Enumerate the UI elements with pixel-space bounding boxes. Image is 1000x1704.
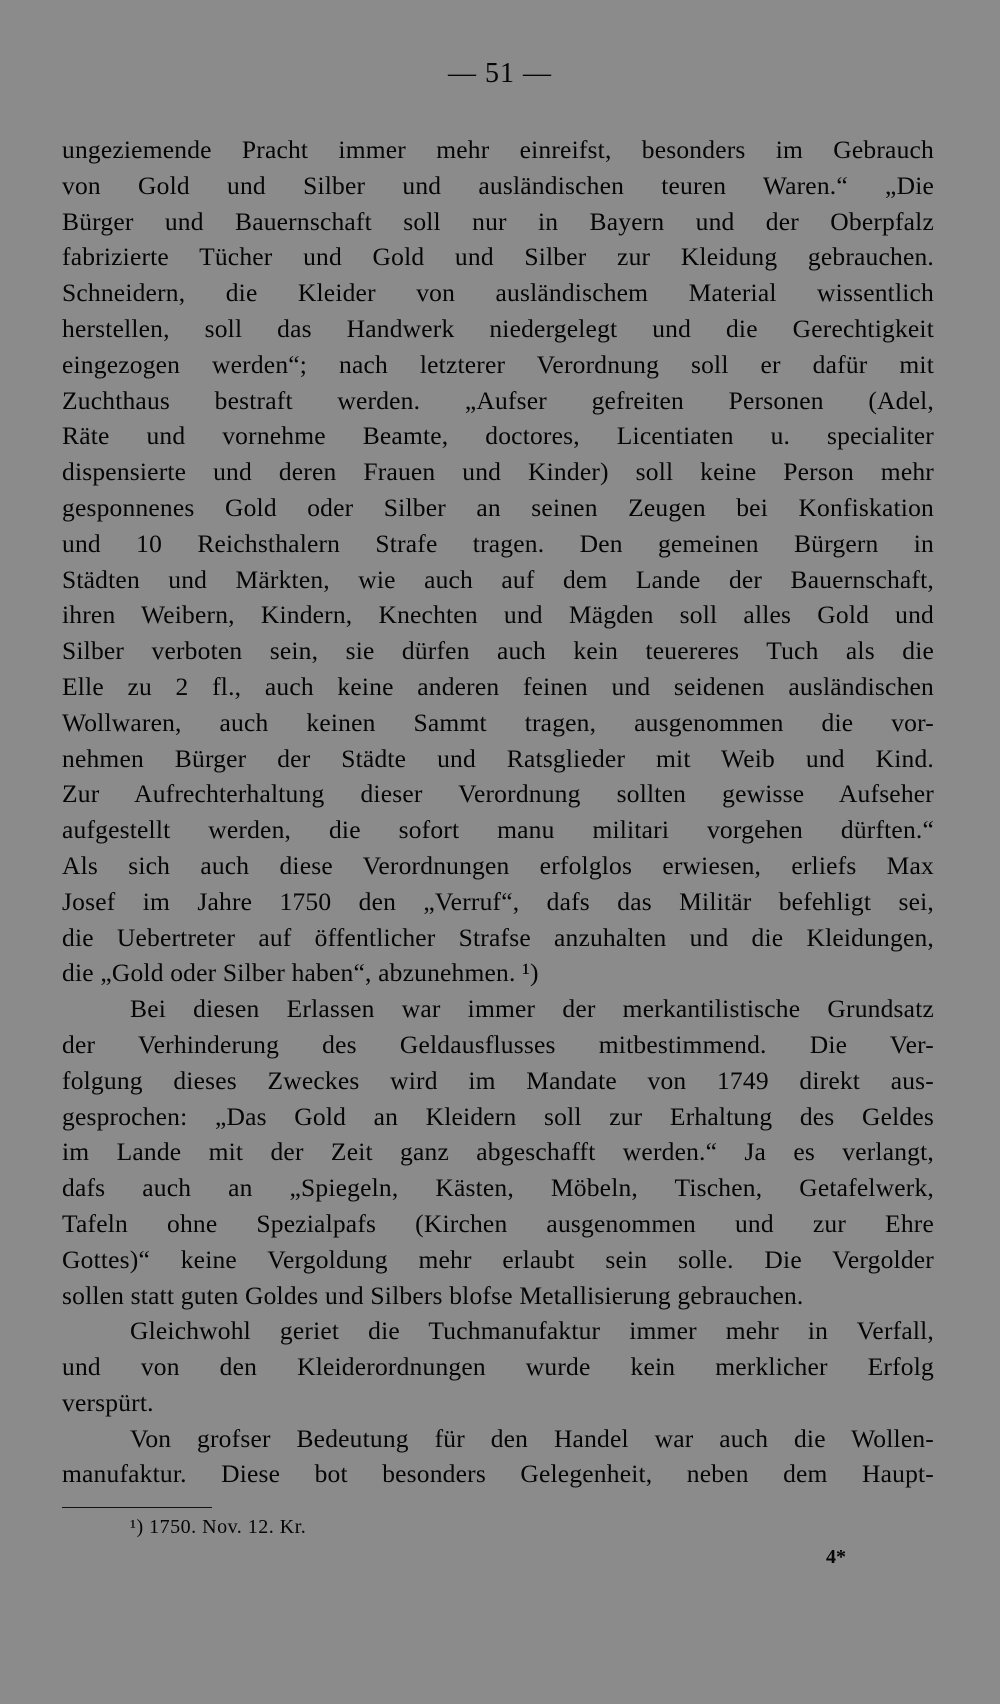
- footnote: ¹) 1750. Nov. 12. Kr.: [130, 1516, 307, 1538]
- text-line: im Lande mit der Zeit ganz abgeschafft werden.“ Ja es verlangt,: [62, 1137, 934, 1167]
- text-line: gesprochen: „Das Gold an Kleidern soll zur Erhaltung des Geldes: [62, 1101, 934, 1131]
- text-line: fabrizierte Tücher und Gold und Silber zur Kleidung gebrauchen.: [62, 242, 934, 272]
- text-line: dispensierte und deren Frauen und Kinder) soll keine Person mehr: [62, 457, 934, 487]
- text-line: Zur Aufrechterhaltung dieser Verordnung sollten gewisse Aufseher: [62, 779, 934, 809]
- text-line: nehmen Bürger der Städte und Ratsglieder mit Weib und Kind.: [62, 743, 934, 773]
- text-line: folgung dieses Zweckes wird im Mandate von 1749 direkt aus-: [62, 1065, 934, 1095]
- footnote-divider: [62, 1507, 212, 1508]
- text-line: Gottes)“ keine Vergoldung mehr erlaubt sein solle. Die Vergolder: [62, 1244, 934, 1274]
- text-line: Von grofser Bedeutung für den Handel war auch die Wollen-: [130, 1423, 934, 1453]
- text-line: verspürt.: [62, 1387, 154, 1417]
- text-line: Gleichwohl geriet die Tuchmanufaktur immer mehr in Verfall,: [130, 1316, 934, 1346]
- text-line: und von den Kleiderordnungen wurde kein merklicher Erfolg: [62, 1352, 934, 1382]
- text-line: ungeziemende Pracht immer mehr einreifst, besonders im Gebrauch: [62, 135, 934, 164]
- text-line: die „Gold oder Silber haben“, abzunehmen. ¹): [62, 958, 539, 988]
- text-line: Städten und Märkten, wie auch auf dem Lande der Bauernschaft,: [62, 564, 934, 594]
- text-line: aufgestellt werden, die sofort manu militari vorgehen dürften.“: [62, 815, 934, 845]
- text-line: Räte und vornehme Beamte, doctores, Licentiaten u. specialiter: [62, 421, 934, 451]
- body-text: [62, 132, 934, 1492]
- page-number: — 51 —: [448, 58, 552, 89]
- text-line: der Verhinderung des Geldausflusses mitbestimmend. Die Ver-: [62, 1029, 934, 1059]
- text-line: Josef im Jahre 1750 den „Verruf“, dafs das Militär befehligt sei,: [62, 886, 934, 916]
- text-line: Tafeln ohne Spezialpafs (Kirchen ausgenommen und zur Ehre: [62, 1208, 934, 1238]
- text-line: herstellen, soll das Handwerk niedergelegt und die Gerechtigkeit: [62, 313, 934, 343]
- text-line: Als sich auch diese Verordnungen erfolglos erwiesen, erliefs Max: [62, 850, 934, 880]
- text-line: und 10 Reichsthalern Strafe tragen. Den gemeinen Bürgern in: [62, 528, 934, 558]
- text-line: dafs auch an „Spiegeln, Kästen, Möbeln, Tischen, Getafelwerk,: [62, 1173, 934, 1203]
- text-line: manufaktur. Diese bot besonders Gelegenheit, neben dem Haupt-: [62, 1459, 934, 1489]
- text-line: die Uebertreter auf öffentlicher Strafse anzuhalten und die Kleidungen,: [62, 922, 934, 952]
- printer-signature-mark: 4*: [826, 1546, 846, 1568]
- text-line: Wollwaren, auch keinen Sammt tragen, ausgenommen die vor-: [62, 707, 934, 737]
- text-line: Silber verboten sein, sie dürfen auch kein teuereres Tuch als die: [62, 636, 934, 666]
- text-line: eingezogen werden“; nach letzterer Verordnung soll er dafür mit: [62, 349, 934, 379]
- text-line: Bei diesen Erlassen war immer der merkantilistische Grundsatz: [130, 994, 934, 1024]
- text-line: Zuchthaus bestraft werden. „Aufser gefreiten Personen (Adel,: [62, 385, 934, 415]
- text-line: von Gold und Silber und ausländischen teuren Waren.“ „Die: [62, 170, 934, 200]
- text-line: ihren Weibern, Kindern, Knechten und Mägden soll alles Gold und: [62, 600, 934, 630]
- text-line: gesponnenes Gold oder Silber an seinen Zeugen bei Konfiskation: [62, 492, 934, 522]
- text-line: sollen statt guten Goldes und Silbers blofse Metallisierung gebrauchen.: [62, 1280, 804, 1310]
- text-line: Bürger und Bauernschaft soll nur in Bayern und der Oberpfalz: [62, 206, 934, 236]
- text-line: Schneidern, die Kleider von ausländischem Material wissentlich: [62, 278, 934, 308]
- text-line: Elle zu 2 fl., auch keine anderen feinen und seidenen ausländischen: [62, 671, 934, 701]
